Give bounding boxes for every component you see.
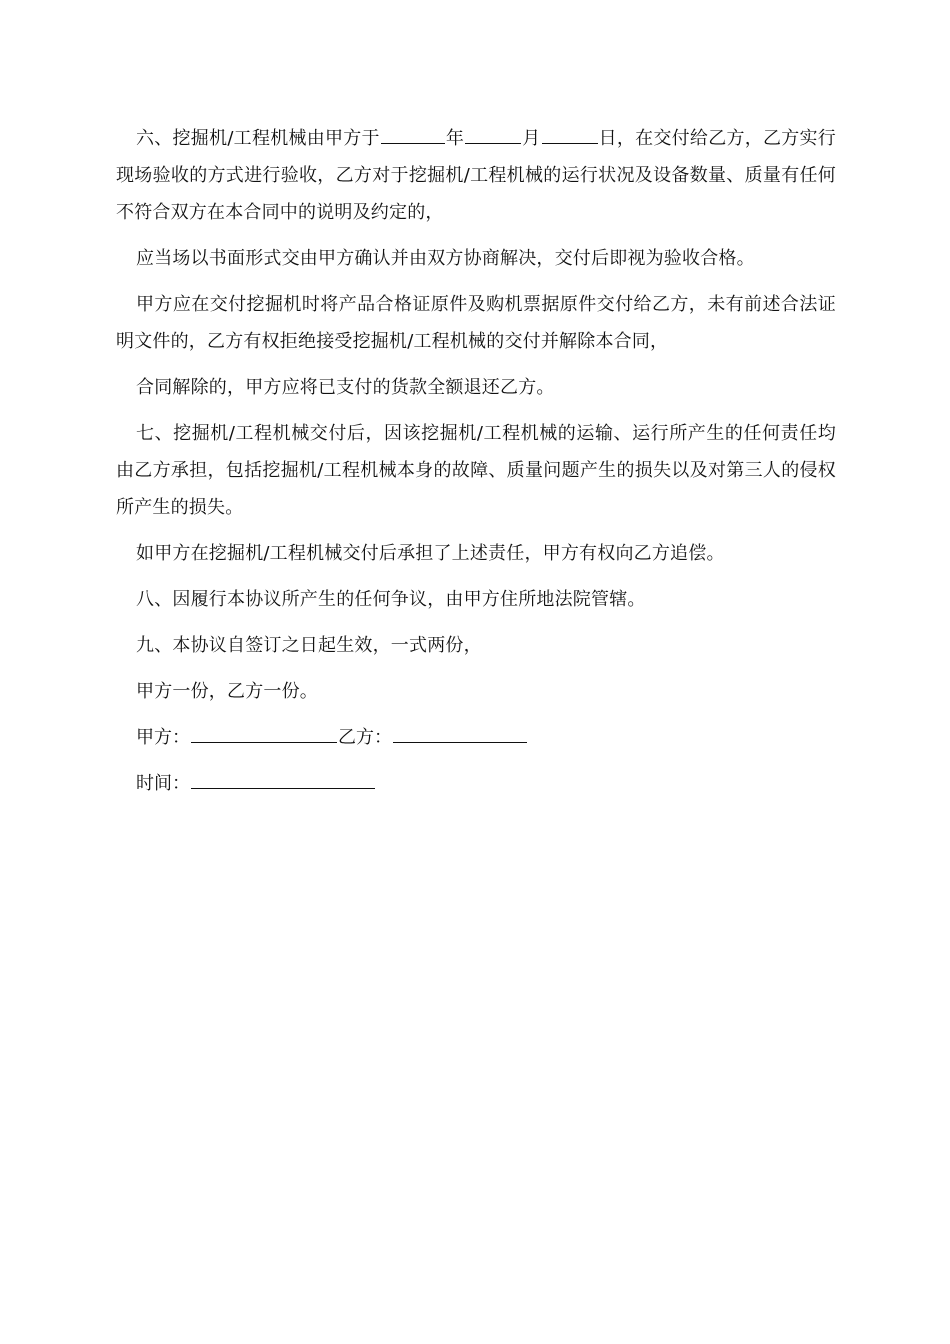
party-b-signature-blank [393, 723, 527, 743]
month-blank [465, 124, 521, 144]
year-label: 年 [445, 128, 465, 149]
clause-6-refund-paragraph: 合同解除的，甲方应将已支付的货款全额退还乙方。 [136, 377, 555, 398]
clause-8-paragraph: 八、因履行本协议所产生的任何争议，由甲方住所地法院管辖。 [136, 589, 646, 610]
clause-6-rest-text: 日，在交付给乙方，乙方实行现场验收的方式进行验收，乙方对于挖掘机/工程机械的运行状况及设备数量、质量有任何不符合双方在本合同中的说明及约定的， [116, 128, 836, 223]
clause-6-lead-text: 六、挖掘机/工程机械由甲方于 [136, 128, 380, 149]
contract-body [116, 120, 836, 802]
year-blank [381, 124, 445, 144]
clause-9-paragraph: 九、本协议自签订之日起生效，一式两份， [136, 635, 482, 656]
signature-line [116, 719, 836, 756]
clause-7-recourse-paragraph: 如甲方在挖掘机/工程机械交付后承担了上述责任，甲方有权向乙方追偿。 [136, 543, 725, 564]
party-a-label: 甲方： [136, 727, 190, 748]
time-label: 时间： [136, 773, 190, 794]
clause-6-certificate-paragraph: 甲方应在交付挖掘机时将产品合格证原件及购机票据原件交付给乙方，未有前述合法证明文件的，乙方有权拒绝接受挖掘机/工程机械的交付并解除本合同， [116, 294, 836, 352]
time-line [116, 765, 836, 802]
party-a-signature-blank [191, 723, 337, 743]
clause-7-paragraph: 七、挖掘机/工程机械交付后，因该挖掘机/工程机械的运输、运行所产生的任何责任均由乙方承担，包括挖掘机/工程机械本身的故障、质量问题产生的损失以及对第三人的侵权所产生的损失。 [116, 423, 836, 518]
clause-6-acceptance-paragraph: 应当场以书面形式交由甲方确认并由双方协商解决，交付后即视为验收合格。 [136, 248, 755, 269]
clause-6-paragraph [116, 120, 836, 231]
month-label: 月 [522, 128, 541, 149]
time-blank [191, 769, 375, 789]
party-b-label: 乙方： [338, 727, 392, 748]
clause-9-copies-paragraph: 甲方一份，乙方一份。 [136, 681, 318, 702]
day-blank [542, 124, 598, 144]
